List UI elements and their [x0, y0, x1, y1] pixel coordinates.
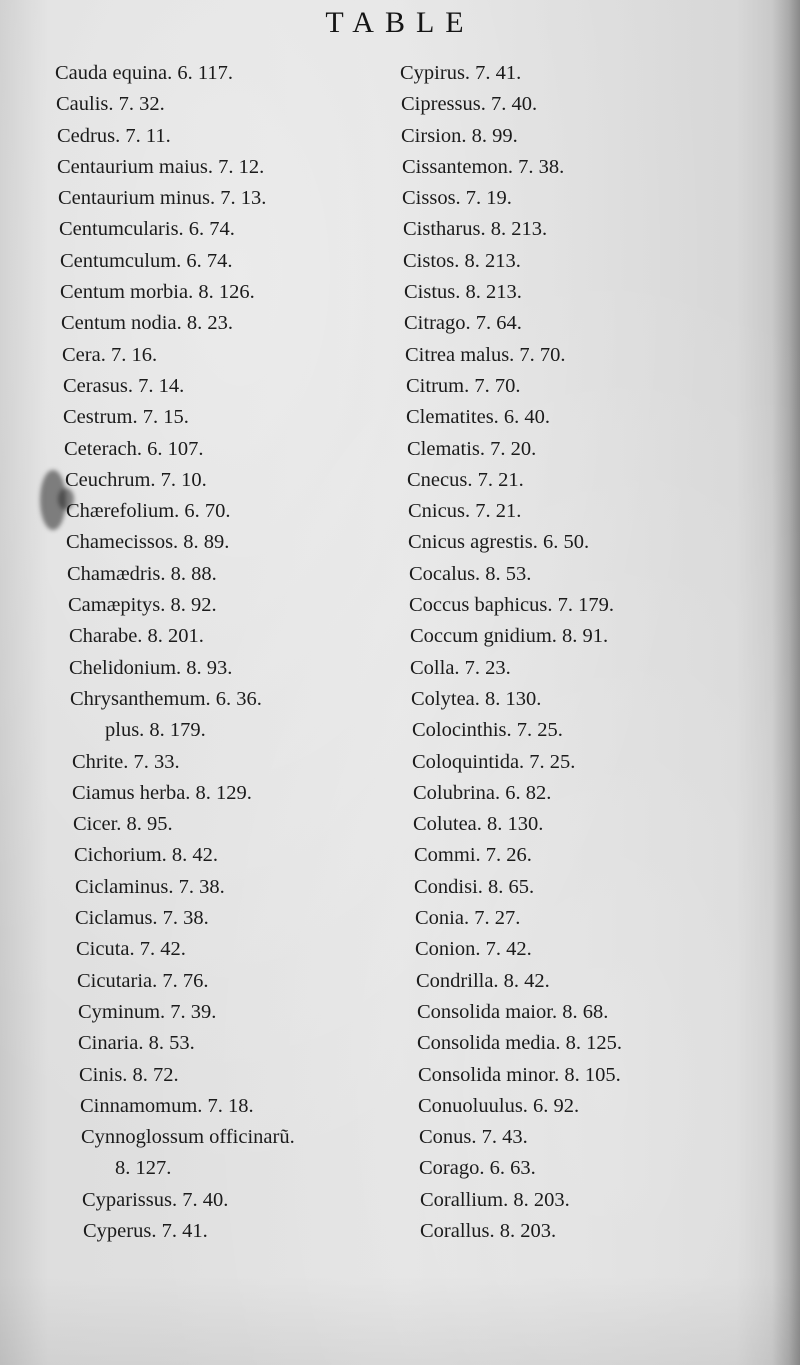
index-entry: Cnicus agrestis. 6. 50.	[408, 531, 590, 554]
index-entry: Cera. 7. 16.	[62, 343, 158, 366]
index-entry: Charabe. 8. 201.	[69, 625, 204, 648]
index-entry: Citrum. 7. 70.	[406, 374, 521, 397]
index-column-left	[55, 58, 395, 1247]
index-entry: Ceterach. 6. 107.	[64, 437, 204, 460]
index-entry: Cynnoglossum officinarũ.	[81, 1126, 295, 1149]
index-entry: Coloquintida. 7. 25.	[412, 750, 576, 773]
index-entry: Conuoluulus. 6. 92.	[418, 1094, 580, 1117]
index-entry: Colocinthis. 7. 25.	[412, 719, 563, 742]
index-entry: Cichorium. 8. 42.	[74, 844, 219, 867]
index-entry: Caulis. 7. 32.	[56, 93, 165, 116]
page-edge-shadow	[772, 0, 800, 1365]
page-bottom-shade	[0, 1275, 800, 1365]
index-entry: Colytea. 8. 130.	[411, 687, 542, 710]
index-entry: Centumculum. 6. 74.	[60, 249, 233, 272]
index-entry: Corallium. 8. 203.	[420, 1188, 570, 1211]
index-entry: Cinaria. 8. 53.	[78, 1032, 195, 1055]
index-entry: Centum nodia. 8. 23.	[61, 312, 233, 335]
index-entry: Ciamus herba. 8. 129.	[72, 781, 252, 804]
index-entry: Cirsion. 8. 99.	[401, 124, 518, 147]
index-entry: Cyminum. 7. 39.	[78, 1000, 217, 1023]
index-entry: Consolida media. 8. 125.	[417, 1032, 622, 1055]
index-entry: Colubrina. 6. 82.	[413, 781, 552, 804]
index-entry: Centaurium minus. 7. 13.	[58, 187, 267, 210]
index-entry: Cypirus. 7. 41.	[400, 62, 522, 84]
index-entry: Chelidonium. 8. 93.	[69, 656, 233, 679]
index-entry: Condrilla. 8. 42.	[416, 969, 550, 992]
index-entry: Cocalus. 8. 53.	[409, 562, 532, 585]
index-entry: Conia. 7. 27.	[415, 907, 521, 930]
index-entry: Ciclamus. 7. 38.	[75, 907, 209, 930]
index-entry: Corago. 6. 63.	[419, 1157, 536, 1180]
index-entry: Cistharus. 8. 213.	[403, 218, 548, 241]
index-entry: Cicutaria. 7. 76.	[77, 969, 209, 992]
index-entry: Cicer. 8. 95.	[73, 813, 173, 836]
index-entry: Camæpitys. 8. 92.	[68, 594, 217, 617]
index-entry: Chamecissos. 8. 89.	[66, 531, 230, 554]
index-entry: Cicuta. 7. 42.	[76, 938, 186, 961]
index-entry: Citrea malus. 7. 70.	[405, 343, 566, 366]
index-entry: Chrysanthemum. 6. 36.	[70, 687, 262, 710]
index-entry: Cistus. 8. 213.	[404, 281, 522, 304]
index-entry: Corallus. 8. 203.	[420, 1219, 557, 1242]
index-entry: Cedrus. 7. 11.	[57, 124, 171, 147]
index-entry: Cipressus. 7. 40.	[401, 93, 538, 116]
index-entry: Cnicus. 7. 21.	[408, 500, 522, 523]
index-entry: Cissantemon. 7. 38.	[402, 155, 565, 178]
index-entry: Colutea. 8. 130.	[413, 813, 544, 836]
index-entry: Cnecus. 7. 21.	[407, 468, 524, 491]
index-entry: Cinis. 8. 72.	[79, 1063, 179, 1086]
index-entry: Cistos. 8. 213.	[403, 249, 521, 272]
index-entry: Centaurium maius. 7. 12.	[57, 155, 265, 178]
index-entry: Chamædris. 8. 88.	[67, 562, 217, 585]
index-entry: Clematis. 7. 20.	[407, 437, 537, 460]
index-entry: Condisi. 8. 65.	[414, 875, 535, 898]
index-entry: Coccum gnidium. 8. 91.	[410, 625, 609, 648]
index-entry: Clematites. 6. 40.	[406, 406, 551, 429]
index-entry: Cinnamomum. 7. 18.	[80, 1094, 254, 1117]
index-entry: Cissos. 7. 19.	[402, 187, 512, 210]
index-entry: Consolida minor. 8. 105.	[418, 1063, 621, 1086]
index-entry: Cyperus. 7. 41.	[83, 1219, 208, 1242]
index-entry: Conion. 7. 42.	[415, 938, 532, 961]
index-entry: Ciclaminus. 7. 38.	[75, 875, 225, 898]
index-entry: plus. 8. 179.	[105, 719, 206, 742]
index-entry: Commi. 7. 26.	[414, 844, 532, 867]
index-entry: 8. 127.	[115, 1157, 172, 1180]
index-entry: Centum morbia. 8. 126.	[60, 281, 255, 304]
index-column-right	[400, 58, 770, 1247]
index-entry: Citrago. 7. 64.	[404, 312, 522, 335]
index-entry: Cestrum. 7. 15.	[63, 406, 189, 429]
index-entry: Consolida maior. 8. 68.	[417, 1000, 609, 1023]
index-entry: Cyparissus. 7. 40.	[82, 1188, 229, 1211]
page-header: TABLE	[325, 6, 475, 39]
index-entry: Conus. 7. 43.	[419, 1126, 528, 1149]
index-entry: Cauda equina. 6. 117.	[55, 62, 234, 84]
index-entry: Cerasus. 7. 14.	[63, 374, 185, 397]
index-entry: Centumcularis. 6. 74.	[59, 218, 235, 241]
index-entry: Ceuchrum. 7. 10.	[65, 468, 207, 491]
index-entry: Chærefolium. 6. 70.	[66, 500, 231, 523]
index-entry: Coccus baphicus. 7. 179.	[409, 594, 614, 617]
index-entry: Colla. 7. 23.	[410, 656, 511, 679]
index-entry: Chrite. 7. 33.	[72, 750, 180, 773]
